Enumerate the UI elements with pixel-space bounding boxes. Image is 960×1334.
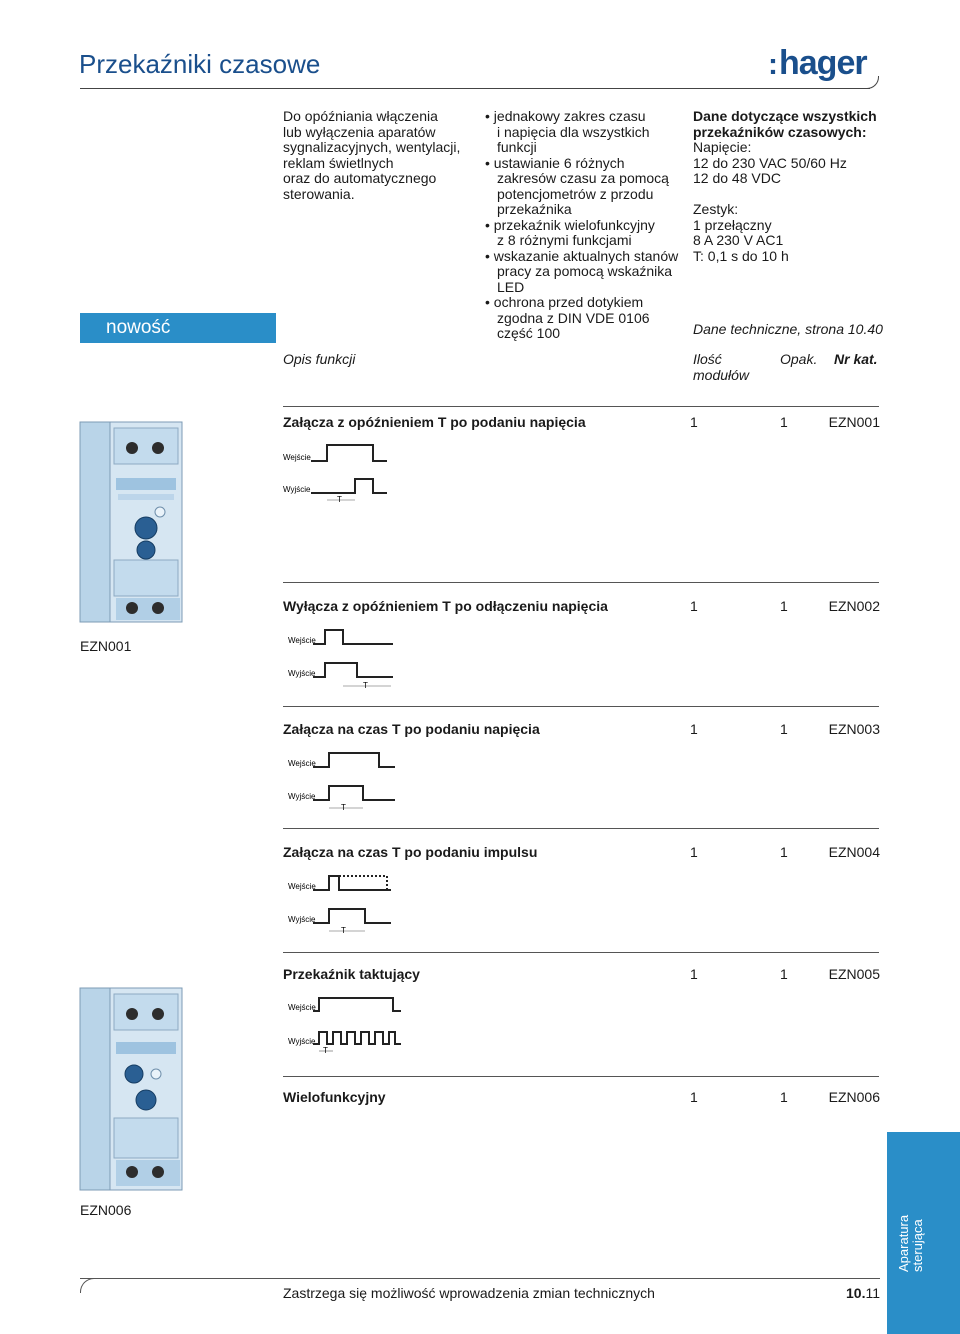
section-rule: [283, 952, 879, 953]
product-cat-ezn005: EZN005: [828, 966, 880, 982]
product-pack-ezn002: 1: [780, 598, 788, 614]
product-cat-ezn004: EZN004: [828, 844, 880, 860]
product-modules-ezn002: 1: [690, 598, 698, 614]
timing-diagram-ezn002: [283, 626, 423, 692]
timing-label-output: Wyjście: [288, 1037, 316, 1046]
product-pack-ezn001: 1: [780, 414, 788, 430]
product-title-ezn006: Wielofunkcyjny: [283, 1089, 386, 1105]
product-pack-ezn003: 1: [780, 721, 788, 737]
product-modules-ezn005: 1: [690, 966, 698, 982]
product-cat-ezn003: EZN003: [828, 721, 880, 737]
timing-label-t: T: [341, 926, 346, 935]
col-header-cat: Nr kat.: [834, 351, 878, 367]
page-number: 10.11: [846, 1285, 881, 1301]
timing-label-input: Wejście: [283, 453, 311, 462]
header-rule: [80, 88, 870, 89]
product-cat-ezn006: EZN006: [828, 1089, 880, 1105]
timing-label-input: Wejście: [288, 882, 316, 891]
timing-diagram-ezn003: [283, 748, 423, 814]
product-title-ezn005: Przekaźnik taktujący: [283, 966, 420, 982]
tech-data-ref: Dane techniczne, strona 10.40: [693, 321, 883, 337]
timing-diagram-ezn004: [283, 870, 423, 936]
header-rule-curve: [866, 76, 879, 89]
section-rule: [283, 406, 879, 407]
new-badge: nowość: [80, 313, 276, 343]
timing-label-input: Wejście: [288, 1003, 316, 1012]
product-modules-ezn004: 1: [690, 844, 698, 860]
page-title: Przekaźniki czasowe: [79, 49, 321, 79]
footer-rule-curve: [80, 1278, 95, 1293]
device-caption-ezn006: EZN006: [80, 1202, 132, 1218]
timing-label-t: T: [341, 803, 346, 812]
timing-label-t: T: [323, 1046, 328, 1055]
timing-label-output: Wyjście: [288, 792, 316, 801]
timing-label-input: Wejście: [288, 759, 316, 768]
intro-text: Do opóźniania włączenia lub wyłączenia aparatów sygnalizacyjnych, wentylacji, reklam świetlnych oraz do automatycznego sterowania.: [283, 108, 461, 202]
product-modules-ezn001: 1: [690, 414, 698, 430]
timing-label-output: Wyjście: [288, 669, 316, 678]
section-rule: [283, 582, 879, 583]
section-rule: [283, 828, 879, 829]
section-rule: [283, 706, 879, 707]
product-pack-ezn006: 1: [780, 1089, 788, 1105]
device-image-ezn001: [76, 418, 186, 626]
device-image-ezn006: [76, 984, 186, 1194]
hager-logo: :hager: [768, 44, 867, 82]
timing-label-input: Wejście: [288, 636, 316, 645]
footer-rule: [80, 1278, 880, 1279]
product-title-ezn002: Wyłącza z opóźnieniem T po odłączeniu napięcia: [283, 598, 608, 614]
timing-label-t: T: [337, 495, 342, 504]
timing-label-output: Wyjście: [288, 915, 316, 924]
col-header-qty: Ilość modułów: [693, 351, 750, 383]
product-modules-ezn003: 1: [690, 721, 698, 737]
product-pack-ezn005: 1: [780, 966, 788, 982]
col-header-desc: Opis funkcji: [283, 351, 356, 367]
section-side-tab: Aparatura sterująca: [887, 1132, 960, 1334]
timing-diagram-ezn005: [283, 996, 423, 1062]
device-caption-ezn001: EZN001: [80, 638, 132, 654]
col-header-pack: Opak.: [780, 351, 818, 367]
product-title-ezn004: Załącza na czas T po podaniu impulsu: [283, 844, 538, 860]
timing-label-t: T: [363, 681, 368, 690]
timing-diagram-ezn001: [283, 442, 423, 508]
feature-list: • jednakowy zakres czasu i napięcia dla wszystkich funkcji • ustawianie 6 różnych zakresów czasu za pomocą potencjometrów z przodu przekaźnika • przekaźnik wielofunkcyjny z 8 różnymi funkcjami • wskazanie aktualnych stanów pracy za pomocą wskaźnika LED • ochrona przed dotykiem zgodna z DIN VDE 0106 część 100: [485, 108, 679, 341]
timing-label-output: Wyjście: [283, 485, 311, 494]
section-rule: [283, 1076, 879, 1077]
product-title-ezn001: Załącza z opóźnieniem T po podaniu napięcia: [283, 414, 586, 430]
product-cat-ezn002: EZN002: [828, 598, 880, 614]
footer-note: Zastrzega się możliwość wprowadzenia zmian technicznych: [283, 1285, 655, 1301]
product-title-ezn003: Załącza na czas T po podaniu napięcia: [283, 721, 540, 737]
spec-block: Dane dotyczące wszystkich przekaźników czasowych: Napięcie: 12 do 230 VAC 50/60 Hz 12 do 48 VDC Zestyk: 1 przełączny 8 A 230 V AC1 T: 0,1 s do 10 h: [693, 108, 877, 264]
product-cat-ezn001: EZN001: [828, 414, 880, 430]
product-pack-ezn004: 1: [780, 844, 788, 860]
product-modules-ezn006: 1: [690, 1089, 698, 1105]
